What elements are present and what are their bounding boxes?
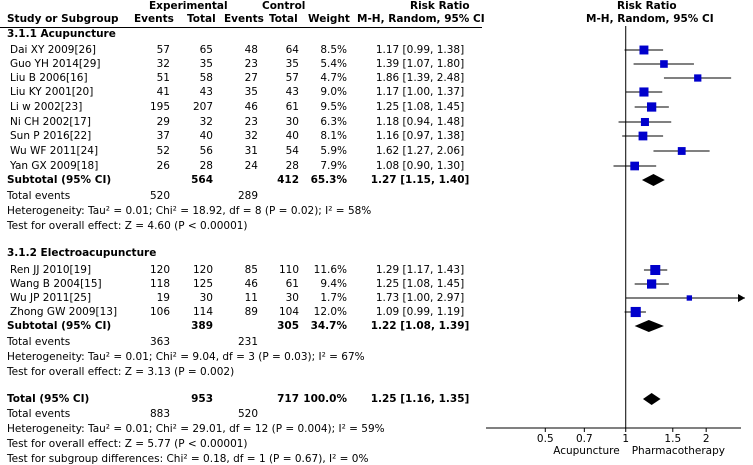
ci-arrow [738, 294, 745, 302]
weight-value: 5.9% [320, 145, 347, 157]
ci-text: 1.39 [1.07, 1.80] [375, 58, 465, 70]
study-point [647, 279, 656, 288]
ctl-total: 40 [285, 130, 299, 142]
total-events-exp: 363 [149, 336, 170, 348]
exp-total: 56 [199, 145, 213, 157]
total-label: Total (95% CI) [7, 393, 90, 405]
study-point [650, 265, 660, 275]
total-events-ctl: 520 [237, 408, 258, 420]
x-tick-label: 0.5 [536, 433, 554, 445]
study-name: Wu WF 2011[24] [10, 145, 99, 157]
x-tick-label: 1 [622, 433, 630, 445]
x-label-right: Pharmacotherapy [631, 445, 726, 457]
ci-text: 1.25 [1.08, 1.45] [375, 278, 465, 290]
weight-value: 7.9% [320, 160, 347, 172]
ctl-total: 61 [285, 101, 299, 113]
ctl-events: 46 [244, 101, 258, 113]
plot-method-header: M-H, Random, 95% CI [586, 13, 714, 25]
exp-events: 52 [156, 145, 170, 157]
exp-events: 106 [149, 306, 170, 318]
ctl-events: 24 [244, 160, 258, 172]
study-name: Sun P 2016[22] [10, 130, 92, 142]
ci-text: 1.17 [1.00, 1.37] [375, 86, 465, 98]
exp-events: 26 [156, 160, 170, 172]
ctl-events: 32 [244, 130, 258, 142]
total-overall-effect-text: Test for overall effect: Z = 5.77 (P < 0.00001) [7, 438, 248, 450]
study-point [630, 162, 639, 171]
weight-header: Weight [308, 13, 350, 25]
ci-text: 1.08 [0.90, 1.30] [375, 160, 465, 172]
risk-ratio-header: Risk Ratio [410, 0, 470, 12]
ctl-events: 35 [244, 86, 258, 98]
study-name: Wu JP 2011[25] [10, 292, 92, 304]
ctl-total: 43 [285, 86, 299, 98]
ctl-total: 28 [285, 160, 299, 172]
ctl-total: 35 [285, 58, 299, 70]
ctl-total: 64 [285, 44, 299, 56]
exp-events: 41 [156, 86, 170, 98]
ctl-total: 57 [285, 72, 299, 84]
ctl-total-header: Total [269, 13, 298, 25]
total-events-label: Total events [7, 408, 71, 420]
study-point [639, 46, 648, 55]
subtotal-ci: 1.22 [1.08, 1.39] [370, 320, 470, 332]
plot-title: Risk Ratio [617, 0, 677, 12]
exp-total: 28 [199, 160, 213, 172]
exp-events: 51 [156, 72, 170, 84]
ctl-total: 54 [285, 145, 299, 157]
total-exp-total: 953 [191, 393, 213, 405]
total-events-label: Total events [7, 190, 71, 202]
exp-total: 30 [199, 292, 213, 304]
ci-text: 1.73 [1.00, 2.97] [375, 292, 465, 304]
ci-text: 1.62 [1.27, 2.06] [375, 145, 465, 157]
total-ctl-total: 717 [277, 393, 299, 405]
subgroup-differences-text: Test for subgroup differences: Chi² = 0.18, df = 1 (P = 0.67), I² = 0% [7, 453, 369, 465]
ci-text: 1.86 [1.39, 2.48] [375, 72, 465, 84]
study-name: Ni CH 2002[17] [10, 116, 91, 128]
weight-value: 9.5% [320, 101, 347, 113]
study-name: Li w 2002[23] [10, 101, 83, 113]
ci-text: 1.16 [0.97, 1.38] [375, 130, 465, 142]
ci-text: 1.25 [1.08, 1.45] [375, 101, 465, 113]
x-label-left: Acupuncture [553, 445, 620, 457]
subtotal-ci: 1.27 [1.15, 1.40] [370, 174, 470, 186]
ctl-events: 46 [244, 278, 258, 290]
ctl-total: 30 [285, 116, 299, 128]
ctl-events: 23 [244, 58, 258, 70]
exp-events: 37 [156, 130, 170, 142]
ci-text: 1.29 [1.17, 1.43] [375, 264, 465, 276]
ctl-total: 104 [278, 306, 299, 318]
ctl-events: 31 [244, 145, 258, 157]
subtotal-exp-total: 564 [191, 174, 213, 186]
ctl-total: 61 [285, 278, 299, 290]
method-header: M-H, Random, 95% CI [357, 13, 485, 25]
total-ci: 1.25 [1.16, 1.35] [370, 393, 470, 405]
study-point [694, 74, 701, 81]
group-title-electroacupuncture: 3.1.2 Electroacupuncture [7, 247, 157, 259]
exp-events: 19 [156, 292, 170, 304]
exp-events-header: Events [134, 13, 174, 25]
study-point [641, 118, 649, 126]
study-column-header: Study or Subgroup [7, 13, 119, 25]
exp-events: 29 [156, 116, 170, 128]
study-name: Dai XY 2009[26] [10, 44, 96, 56]
weight-value: 9.0% [320, 86, 347, 98]
pooled-diamond [635, 320, 664, 332]
exp-events: 120 [149, 264, 170, 276]
exp-total: 32 [199, 116, 213, 128]
subtotal-ctl-total: 305 [277, 320, 299, 332]
weight-value: 9.4% [320, 278, 347, 290]
x-tick-label: 1.5 [664, 433, 682, 445]
total-events-exp: 520 [149, 190, 170, 202]
exp-total: 58 [199, 72, 213, 84]
ci-text: 1.18 [0.94, 1.48] [375, 116, 465, 128]
study-point [639, 87, 648, 96]
x-tick-label: 2 [702, 433, 710, 445]
weight-value: 1.7% [320, 292, 347, 304]
exp-total-header: Total [187, 13, 216, 25]
total-events-ctl: 231 [237, 336, 258, 348]
exp-total: 207 [192, 101, 213, 113]
subtotal-weight: 65.3% [310, 174, 347, 186]
study-point [678, 147, 686, 155]
study-name: Liu KY 2001[20] [10, 86, 94, 98]
x-tick-label: 0.7 [575, 433, 593, 445]
weight-value: 8.1% [320, 130, 347, 142]
heterogeneity-text: Heterogeneity: Tau² = 0.01; Chi² = 18.92, df = 8 (P = 0.02); I² = 58% [7, 205, 372, 217]
overall-effect-text: Test for overall effect: Z = 3.13 (P = 0.002) [7, 366, 235, 378]
ctl-total: 30 [285, 292, 299, 304]
heterogeneity-text: Heterogeneity: Tau² = 0.01; Chi² = 9.04, df = 3 (P = 0.03); I² = 67% [7, 351, 365, 363]
ctl-events: 85 [244, 264, 258, 276]
study-point [687, 295, 692, 300]
exp-total: 114 [192, 306, 213, 318]
total-events-exp: 883 [149, 408, 170, 420]
exp-events: 118 [149, 278, 170, 290]
total-events-label: Total events [7, 336, 71, 348]
total-heterogeneity-text: Heterogeneity: Tau² = 0.01; Chi² = 29.01, df = 12 (P = 0.004); I² = 59% [7, 423, 385, 435]
study-point [631, 307, 641, 317]
subtotal-ctl-total: 412 [277, 174, 299, 186]
study-point [639, 132, 648, 141]
exp-total: 120 [192, 264, 213, 276]
study-name: Ren JJ 2010[19] [10, 264, 92, 276]
study-name: Guo YH 2014[29] [10, 58, 101, 70]
total-events-ctl: 289 [237, 190, 258, 202]
exp-total: 125 [192, 278, 213, 290]
ctl-events: 27 [244, 72, 258, 84]
ctl-events: 89 [244, 306, 258, 318]
exp-total: 65 [199, 44, 213, 56]
exp-total: 43 [199, 86, 213, 98]
weight-value: 8.5% [320, 44, 347, 56]
control-header: Control [262, 0, 306, 12]
ctl-events: 23 [244, 116, 258, 128]
weight-value: 5.4% [320, 58, 347, 70]
study-name: Yan GX 2009[18] [10, 160, 99, 172]
weight-value: 12.0% [313, 306, 347, 318]
ctl-total: 110 [278, 264, 299, 276]
pooled-diamond [642, 174, 665, 186]
subtotal-exp-total: 389 [191, 320, 213, 332]
ctl-events: 11 [244, 292, 258, 304]
ci-text: 1.09 [0.99, 1.19] [375, 306, 465, 318]
total-weight: 100.0% [303, 393, 347, 405]
weight-value: 11.6% [313, 264, 347, 276]
study-name: Liu B 2006[16] [10, 72, 88, 84]
study-point [660, 60, 668, 68]
overall-effect-text: Test for overall effect: Z = 4.60 (P < 0.00001) [7, 220, 248, 232]
ctl-events-header: Events [224, 13, 264, 25]
exp-events: 57 [156, 44, 170, 56]
subtotal-label: Subtotal (95% CI) [7, 320, 112, 332]
ctl-events: 48 [244, 44, 258, 56]
experimental-header: Experimental [149, 0, 228, 12]
exp-total: 40 [199, 130, 213, 142]
ci-text: 1.17 [0.99, 1.38] [375, 44, 465, 56]
weight-value: 6.3% [320, 116, 347, 128]
subtotal-label: Subtotal (95% CI) [7, 174, 112, 186]
pooled-diamond [643, 393, 661, 405]
study-name: Zhong GW 2009[13] [10, 306, 118, 318]
exp-total: 35 [199, 58, 213, 70]
study-name: Wang B 2004[15] [10, 278, 102, 290]
exp-events: 195 [149, 101, 170, 113]
weight-value: 4.7% [320, 72, 347, 84]
study-point [647, 102, 656, 111]
group-title-acupuncture: 3.1.1 Acupuncture [7, 28, 116, 40]
exp-events: 32 [156, 58, 170, 70]
subtotal-weight: 34.7% [310, 320, 347, 332]
